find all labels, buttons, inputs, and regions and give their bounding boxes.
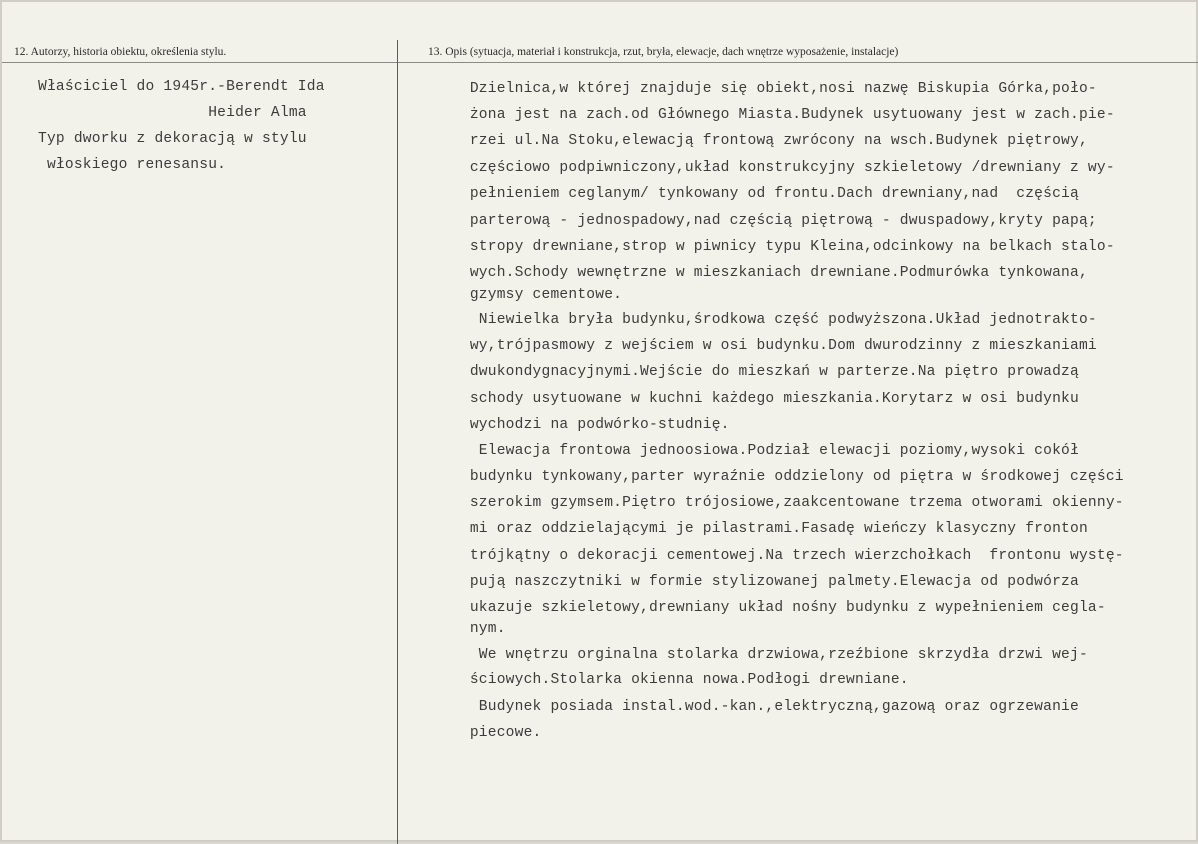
typed-line: Typ dworku z dekoracją w stylu — [38, 131, 307, 147]
typed-line: pełnieniem ceglanym/ tynkowany od frontu.Dach drewniany,nad częścią — [434, 186, 1079, 202]
typed-line: stropy drewniane,strop w piwnicy typu Kleina,odcinkowy na belkach stalo- — [434, 239, 1115, 255]
typed-line: parterową - jednospadowy,nad częścią piętrową - dwuspadowy,kryty papą; — [434, 213, 1097, 229]
typed-line: wychodzi na podwórko-studnię. — [434, 417, 730, 433]
typed-line: szerokim gzymsem.Piętro trójosiowe,zaakcentowane trzema otworami okienny- — [434, 495, 1124, 511]
typed-line: We wnętrzu orginalna stolarka drzwiowa,rzeźbione skrzydła drzwi wej- — [434, 647, 1088, 663]
header-rule — [2, 62, 1198, 63]
typed-line: ukazuje szkieletowy,drewniany układ nośny budynku z wypełnieniem cegla- — [434, 600, 1106, 616]
typed-line: pują naszczytniki w formie stylizowanej palmety.Elewacja od podwórza — [434, 574, 1079, 590]
typed-line: nym. — [434, 621, 506, 637]
typed-line: wy,trójpasmowy z wejściem w osi budynku.Dom dwurodzinny z mieszkaniami — [434, 338, 1097, 354]
typed-line: budynku tynkowany,parter wyraźnie oddzielony od piętra w środkowej części — [434, 469, 1124, 485]
typed-line: mi oraz oddzielającymi je pilastrami.Fasadę wieńczy klasyczny fronton — [434, 521, 1088, 537]
typed-line: gzymsy cementowe. — [434, 287, 623, 303]
typed-line: Elewacja frontowa jednoosiowa.Podział elewacji poziomy,wysoki cokół — [434, 443, 1079, 459]
typed-line: Budynek posiada instal.wod.-kan.,elektryczną,gazową oraz ogrzewanie — [434, 699, 1079, 715]
typed-line: piecowe. — [434, 725, 542, 741]
typed-line: Właściciel do 1945r.-Berendt Ida — [38, 79, 325, 95]
typed-line: Dzielnica,w której znajduje się obiekt,nosi nazwę Biskupia Górka,poło- — [434, 81, 1097, 97]
column-divider — [397, 40, 398, 844]
typed-line: częściowo podpiwniczony,układ konstrukcyjny szkieletowy /drewniany z wy- — [434, 160, 1115, 176]
typed-line: Niewielka bryła budynku,środkowa część podwyższona.Układ jednotrakto- — [434, 312, 1097, 328]
typed-line: trójkątny o dekoracji cementowej.Na trzech wierzchołkach frontonu wystę- — [434, 548, 1124, 564]
typed-line: Heider Alma — [38, 105, 307, 121]
typed-line: rzei ul.Na Stoku,elewacją frontową zwrócony na wsch.Budynek piętrowy, — [434, 133, 1088, 149]
typed-line: włoskiego renesansu. — [38, 157, 227, 173]
field-13-label: 13. Opis (sytuacja, materiał i konstrukcja, rzut, bryła, elewacje, dach wnętrze wyposażenie, instalacje) — [428, 46, 899, 58]
typed-line: wych.Schody wewnętrzne w mieszkaniach drewniane.Podmurówka tynkowana, — [434, 265, 1088, 281]
field-12-label: 12. Autorzy, historia obiektu, określenia stylu. — [14, 46, 227, 58]
typed-line: dwukondygnacyjnymi.Wejście do mieszkań w parterze.Na piętro prowadzą — [434, 364, 1079, 380]
typed-line: żona jest na zach.od Głównego Miasta.Budynek usytuowany jest w zach.pie- — [434, 107, 1115, 123]
typed-line: ściowych.Stolarka okienna nowa.Podłogi drewniane. — [434, 672, 909, 688]
typed-line: schody usytuowane w kuchni każdego mieszkania.Korytarz w osi budynku — [434, 391, 1079, 407]
